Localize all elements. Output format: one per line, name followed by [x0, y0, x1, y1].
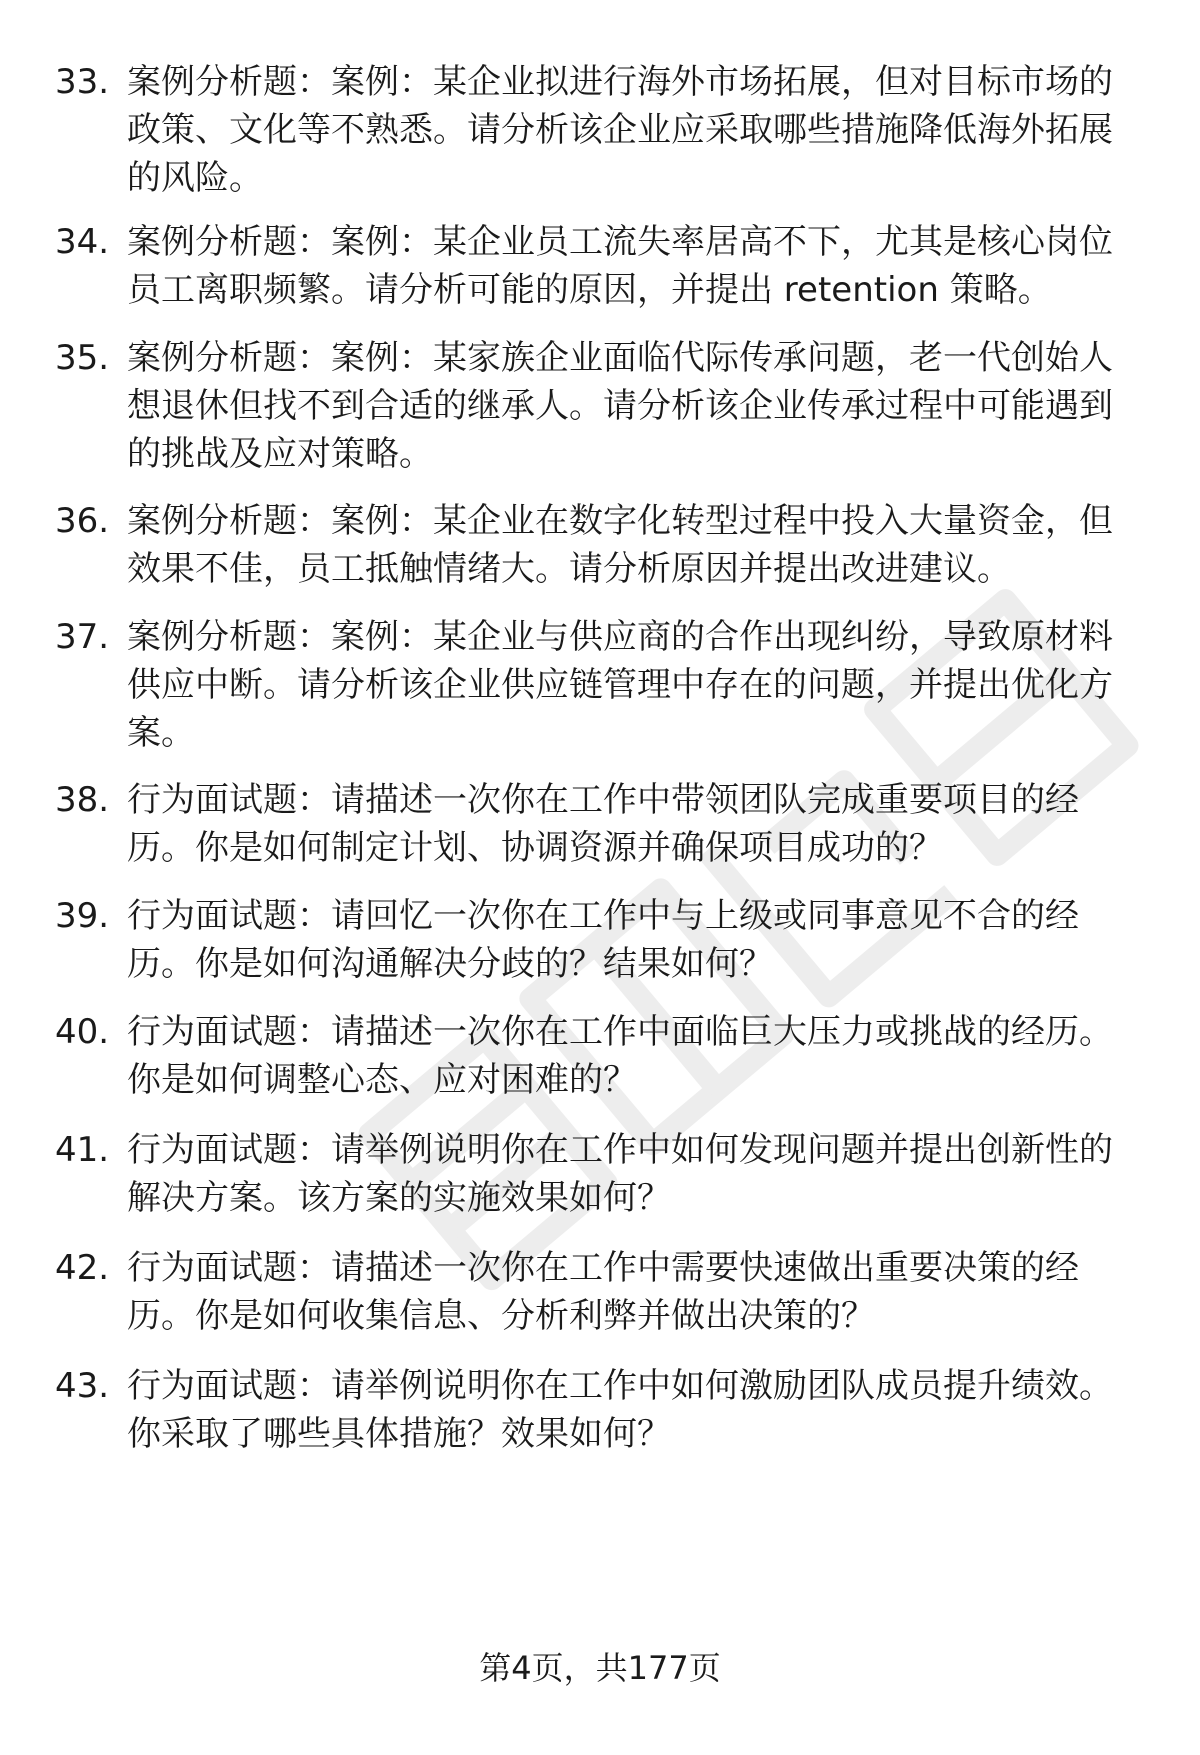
question-number: 43. [55, 1366, 110, 1406]
question-text: 案例分析题：案例：某企业员工流失率居高不下，尤其是核心岗位员工离职频繁。请分析可能的原因，并提出 retention 策略。 [127, 222, 1113, 310]
question-number: 40. [55, 1012, 110, 1052]
question-number: 37. [55, 617, 110, 657]
page-number: 第4页，共177页 [479, 1649, 721, 1687]
question-text: 行为面试题：请描述一次你在工作中面临巨大压力或挑战的经历。你是如何调整心态、应对困难的？ [127, 1012, 1113, 1100]
question-number: 35. [55, 338, 110, 378]
question-text: 行为面试题：请描述一次你在工作中带领团队完成重要项目的经历。你是如何制定计划、协调资源并确保项目成功的？ [127, 780, 1079, 868]
question-text: 案例分析题：案例：某企业与供应商的合作出现纠纷，导致原材料供应中断。请分析该企业供应链管理中存在的问题，并提出优化方案。 [127, 617, 1113, 753]
question-number: 34. [55, 222, 110, 262]
question-number: 42. [55, 1248, 110, 1288]
question-number: 38. [55, 780, 110, 820]
question-text: 行为面试题：请举例说明你在工作中如何激励团队成员提升绩效。你采取了哪些具体措施？效果如何？ [127, 1366, 1113, 1454]
question-number: 39. [55, 896, 110, 936]
question-number: 33. [55, 62, 110, 102]
question-text: 行为面试题：请描述一次你在工作中需要快速做出重要决策的经历。你是如何收集信息、分析利弊并做出决策的？ [127, 1248, 1079, 1336]
question-text: 行为面试题：请回忆一次你在工作中与上级或同事意见不合的经历。你是如何沟通解决分歧的？结果如何？ [127, 896, 1079, 984]
question-text: 案例分析题：案例：某家族企业面临代际传承问题，老一代创始人想退休但找不到合适的继承人。请分析该企业传承过程中可能遇到的挑战及应对策略。 [127, 338, 1113, 474]
question-text: 行为面试题：请举例说明你在工作中如何发现问题并提出创新性的解决方案。该方案的实施效果如何？ [127, 1130, 1113, 1218]
question-number: 36. [55, 501, 110, 541]
question-number: 41. [55, 1130, 110, 1170]
question-text: 案例分析题：案例：某企业拟进行海外市场拓展，但对目标市场的政策、文化等不熟悉。请分析该企业应采取哪些措施降低海外拓展的风险。 [127, 62, 1113, 198]
question-text: 案例分析题：案例：某企业在数字化转型过程中投入大量资金，但效果不佳，员工抵触情绪大。请分析原因并提出改进建议。 [127, 501, 1113, 589]
